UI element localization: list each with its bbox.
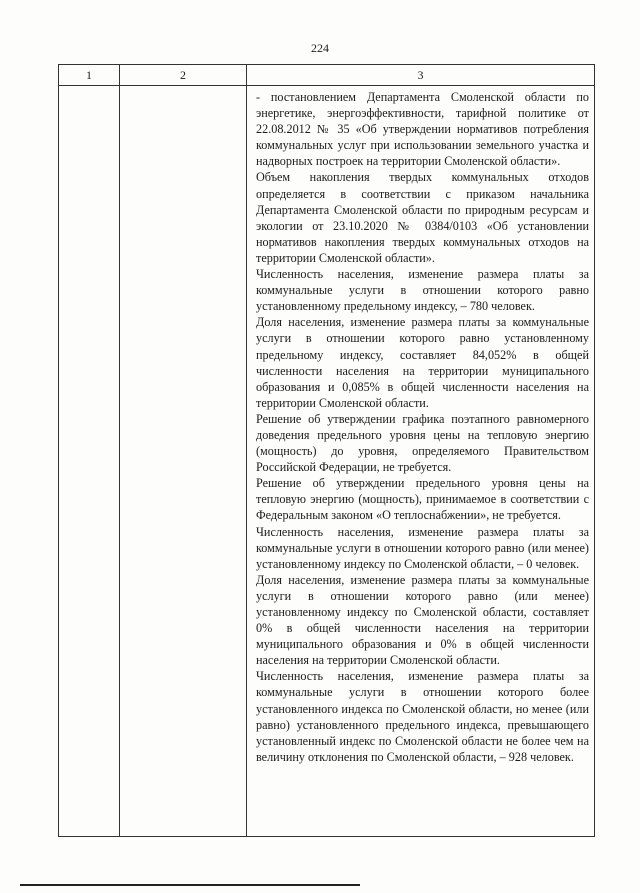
footer-rule <box>20 884 360 886</box>
column-3-content <box>247 86 594 765</box>
paragraph-share-regional-index: Доля населения, изменение размера платы за коммунальные услуги в отношении которого равно (или менее) установленному индексу по Смоленской области, составляет 0% в общей численности населения на территории муниципального образования и 0% в общей численности населения на территории Смоленской области. <box>256 572 589 668</box>
page-number: 224 <box>311 41 329 55</box>
column-2-cell <box>120 86 247 837</box>
column-1-cell <box>59 86 120 837</box>
column-header-3: 3 <box>247 65 595 86</box>
paragraph-waste-volume: Объем накопления твердых коммунальных отходов определяется в соответствии с приказом начальника Департамента Смоленской области по природным ресурсам и экологии от 23.10.2020 № 0384/0103 «Об установлении нормативов накопления твердых коммунальных отходов на территории Смоленской области». <box>256 170 589 265</box>
column-header-1: 1 <box>59 65 120 86</box>
table-header-row <box>59 65 595 86</box>
paragraph-population-regional-index: Численность населения, изменение размера платы за коммунальные услуги в отношении которого равно (или менее) установленному индексу по Смоленской области, – 0 человек. <box>256 524 589 571</box>
column-header-2: 2 <box>120 65 247 86</box>
table-body-row <box>59 86 595 837</box>
document-table <box>58 64 595 837</box>
paragraph-heat-price-limit: Решение об утверждении предельного уровня цены на тепловую энергию (мощность), принимаемое в соответствии с Федеральным законом «О теплоснабжении», не требуется. <box>256 476 589 523</box>
paragraph-heat-price-schedule: Решение об утверждении графика поэтапного равномерного доведения предельного уровня цены на тепловую энергию (мощность) до уровня, определяемого Правительством Российской Федерации, не требуется. <box>256 411 589 475</box>
paragraph-population-limit-index: Численность населения, изменение размера платы за коммунальные услуги в отношении которого равно установленному предельному индексу, – 780 человек. <box>256 267 589 314</box>
column-3-cell <box>247 86 595 837</box>
paragraph-share-limit-index: Доля населения, изменение размера платы за коммунальные услуги в отношении которого равно установленному предельному индексу, составляет 84,052% в общей численности населения на территории муниципального образования и 0,085% в общей численности населения на территории Смоленской области. <box>256 315 589 410</box>
paragraph-population-above-index: Численность населения, изменение размера платы за коммунальные услуги в отношении которого более установленного индекса по Смоленской области, но менее (или равно) установленного предельного индекса, превышающего установленный индекс по Смоленской области не более чем на величину отклонения по Смоленской области, – 928 человек. <box>256 669 589 764</box>
paragraph-decree-reference: - постановлением Департамента Смоленской области по энергетике, энергоэффективности, тарифной политике от 22.08.2012 № 35 «Об утверждении нормативов потребления коммунальных услуг при использовании земельного участка и надворных построек на территории Смоленской области». <box>256 90 589 169</box>
